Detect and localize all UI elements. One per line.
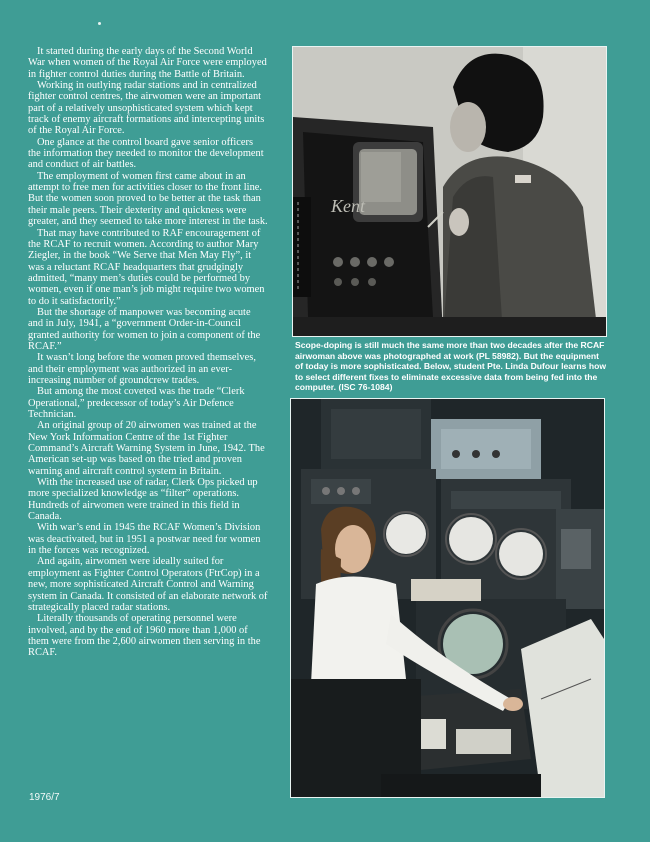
paragraph: One glance at the control board gave senior officers the information they needed to monitor the development and conduct of air battles. xyxy=(28,136,264,171)
photo-caption: Scope-doping is still much the same more than two decades after the RCAF airwoman above was photographed at work (PL 58982). But the equipment of today is more sophisticated. Below, student Pte. Linda Dufour learns how to select different fixes to eliminate excessive data from being fed into the computer. (ISC 76-1084) xyxy=(295,340,607,393)
paragraph: With war’s end in 1945 the RCAF Women’s Division was deactivated, but in 1951 a postwar need for women in the forces was recognized. xyxy=(28,522,261,557)
paragraph: But among the most coveted was the trade “Clerk Operational,” predecessor of today’s Air Defence Technician. xyxy=(28,386,245,420)
page-folio: 1976/7 xyxy=(29,792,60,803)
paragraph: It started during the early days of the Second World War when women of the Royal Air Force were employed in fighter control duties during the Battle of Britain. xyxy=(28,46,267,80)
paragraph: But the shortage of manpower was becoming acute and in July, 1941, a “government Order-in-Council granted authority for women to join a component of the RCAF.” xyxy=(28,306,261,352)
paragraph: It wasn’t long before the women proved themselves, and their employment was authorized in an ever-increasing number of groundcrew trades. xyxy=(28,352,256,386)
print-speck xyxy=(98,22,101,25)
photo-modern-student xyxy=(290,398,605,798)
paragraph: That may have contributed to RAF encouragement of the RCAF to recruit women. According to author Mary Ziegler, in the book “We Serve that Men May Fly”, it was a reluctant RCAF headquarters that grudgingly admitted, “many men’s duties could be performed by women, even if one man’s job might require two women to do it satisfactorily.” xyxy=(28,227,265,307)
paragraph: With the increased use of radar, Clerk Ops picked up more specialized knowledge as “filter” operations. Hundreds of airwomen were trained in this field in Canada. xyxy=(28,477,258,523)
svg-text:Kent: Kent xyxy=(331,196,365,216)
photo-wartime-airwoman xyxy=(292,46,607,337)
paragraph: An original group of 20 airwomen was trained at the New York Information Centre of the 1st Fighter Command’s Aircraft Warning System in June, 1942. The American set-up was based on the tried and proven warning and aircraft control system in Britain. xyxy=(28,420,265,477)
paragraph: The employment of women first came about in an attempt to free men for activities closer to the front line. But the women soon proved to be better at the task than their male peers. Their dexterity and quickness were greater, and they seemed to take more interest in the task. xyxy=(28,170,268,228)
paragraph: Literally thousands of operating personnel were involved, and by the end of 1960 more than 1,000 of them were from the 2,600 airwomen then serving in the RCAF. xyxy=(28,613,261,659)
article-body xyxy=(28,46,268,659)
paragraph: Working in outlying radar stations and in centralized fighter control centres, the airwomen were an important part of a relatively unsophisticated system which kept track of enemy aircraft formations and intercepting units of the Royal Air Force. xyxy=(28,80,265,137)
paragraph: And again, airwomen were ideally suited for employment as Fighter Control Operators (FtrCop) in a new, more sophisticated Aircraft Control and Warning system in Canada. It consisted of an elaborate network of strategically placed radar stations. xyxy=(28,556,268,613)
